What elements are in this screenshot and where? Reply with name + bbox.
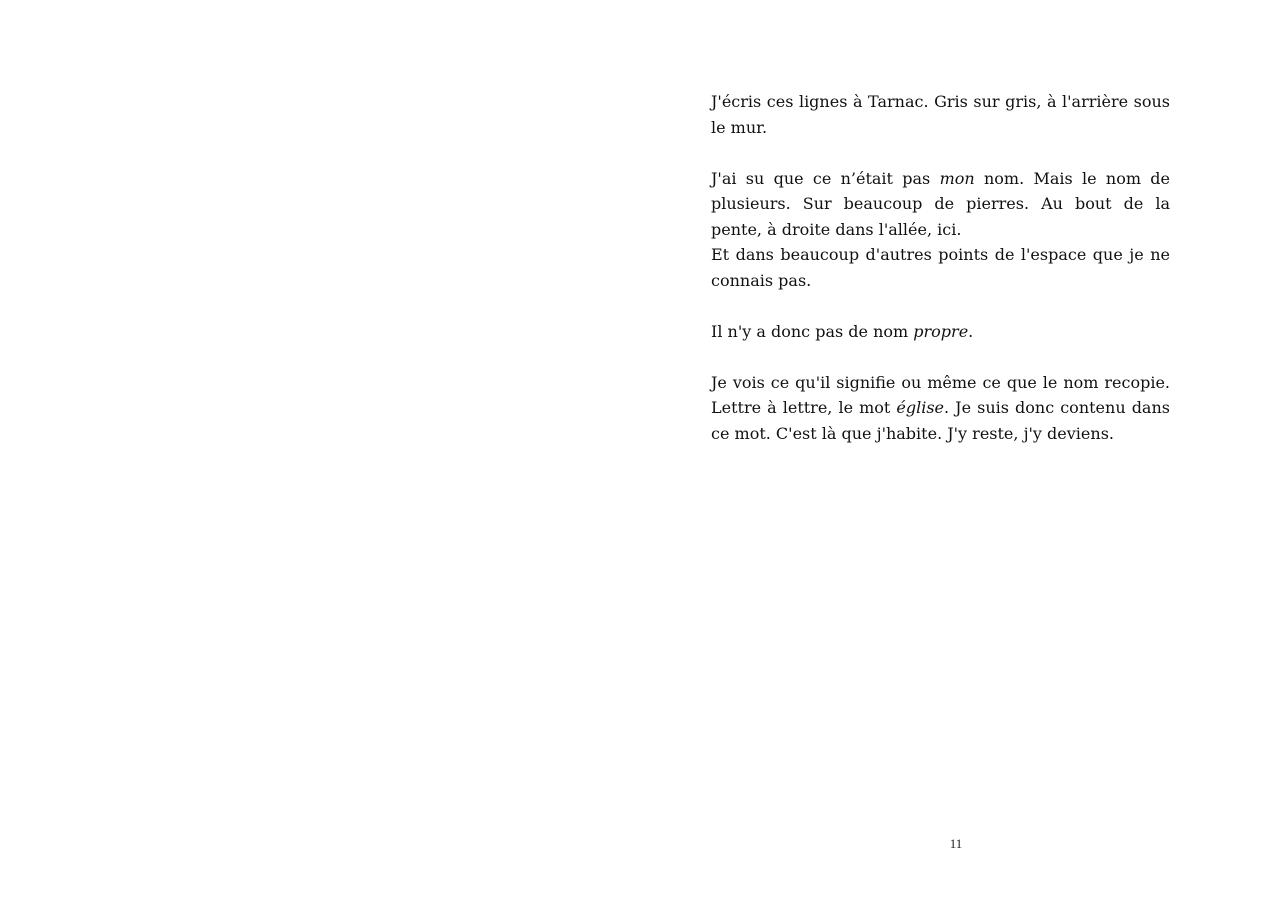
text-segment: . Je suis donc contenu dans ce mot. C'est là que j'habite. J'y reste, j'y deviens.: [711, 398, 1170, 443]
body-text: [711, 89, 1170, 472]
right-page: [632, 0, 1264, 904]
italic-word: mon: [939, 168, 975, 188]
text-segment: J'ai su que ce n’était pas: [711, 168, 940, 188]
italic-word: église: [896, 398, 945, 417]
text-segment: J'écris ces lignes à Tarnac. Gris sur gris, à l'arrière sous le mur.: [711, 92, 1170, 137]
text-segment: Je vois ce qu'il signifie ou même ce que le nom recopie. Lettre à lettre, le mot: [711, 372, 1170, 417]
paragraph-2: [711, 166, 1170, 243]
text-segment: .: [968, 321, 974, 341]
paragraph-1: [711, 89, 1170, 140]
text-segment: Il n'y a donc pas de nom: [711, 321, 914, 341]
text-segment: nom. Mais le nom de plusieurs. Sur beaucoup de pierres. Au bout de la pente, à droite dans l'allée, ici.: [711, 168, 1171, 239]
text-segment: Et dans beaucoup d'autres points de l'espace que je ne connais pas.: [711, 245, 1170, 290]
page-number: 11: [949, 836, 963, 851]
paragraph-5: [711, 370, 1170, 447]
paragraph-3: [711, 242, 1170, 293]
italic-word: propre: [913, 321, 969, 341]
paragraph-4: [711, 319, 1170, 345]
